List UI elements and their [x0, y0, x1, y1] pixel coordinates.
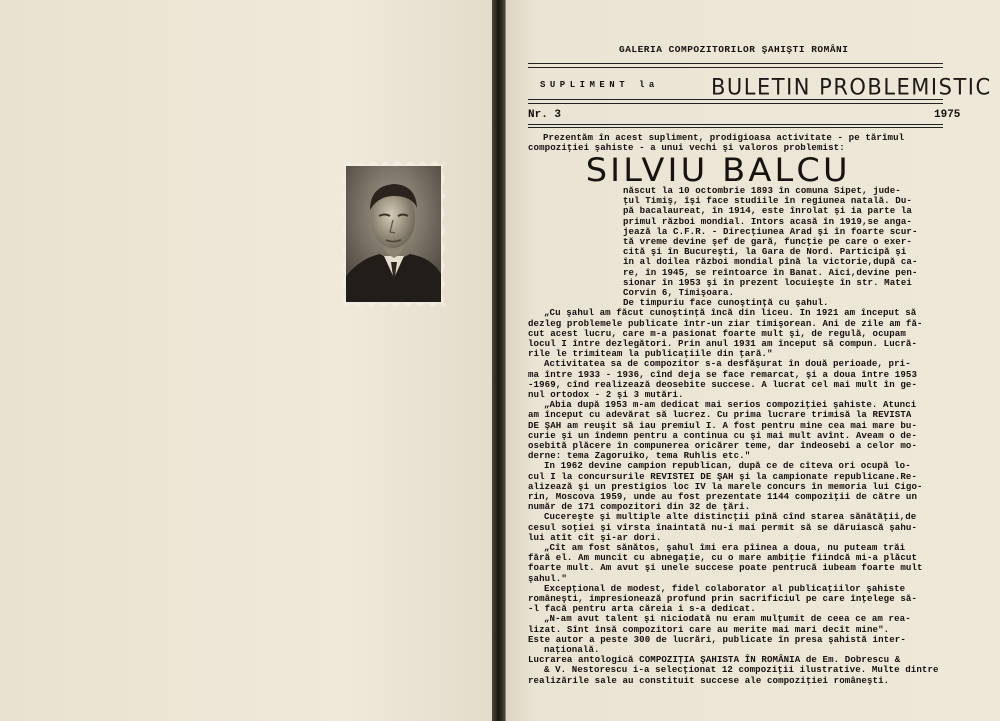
article-line: „N-am avut talent şi niciodată nu eram mulţumit de ceea ce am rea-: [544, 613, 911, 625]
article-line: osebită plăcere în compunerea oricărer teme, dar îndeosebi a celor mo-: [528, 440, 917, 451]
article-line: lui atît cît şi-ar dori.: [528, 531, 662, 543]
issue-number: Nr. 3: [528, 109, 562, 121]
article-line: rile le trimiteam la publicaţiile din ţară.": [528, 348, 773, 360]
gallery-title: GALERIA COMPOZITORILOR ŞAHIŞTI ROMÂNI: [619, 44, 849, 55]
article-line: cită şi în Bucureşti, la Gara de Nord. Participă şi: [623, 246, 907, 258]
article-line: -l facă pentru arta căreia i s-a dedicat.: [528, 603, 756, 615]
article-line: locul I între dezlegători. Prin anul 1931 am început să compun. Lucră-: [528, 338, 917, 349]
article-line: DE ŞAH am reuşit să iau premiul I. A fost pentru mine cea mai mare bu-: [528, 419, 917, 431]
divider-bottom-1: [528, 124, 943, 125]
article-line: „Cu şahul am făcut cunoştinţă încă din liceu. In 1921 am început să: [544, 307, 917, 319]
article-line: De timpuriu face cunoştinţă cu şahul.: [623, 297, 829, 309]
article-line: Excepţional de modest, fidel colaborator al publicaţiilor şahiste: [544, 582, 906, 594]
article-line: realizările sale au constituit succese ale compoziţiei româneşti.: [528, 674, 890, 686]
article-line: fără el. Am muncit cu abnegaţie, cu o mare ambiţie fiindcă mi-a plăcut: [528, 552, 917, 564]
article-line: & V. Nestorescu i-a selecţionat 12 compoziţii ilustrative. Multe dintre: [544, 664, 939, 676]
article-line: cul I la concursurile REVISTEI DE ŞAH şi la campionate republicane.Re-: [528, 470, 917, 482]
article-line: nul ortodox - 2 şi 3 mutări.: [528, 389, 684, 400]
article-line: am început cu adevărat să lucrez. Cu prima lucrare trimisă la REVISTA: [528, 409, 912, 421]
article-line: ţul Timiş, îşi face studiile în regiunea natală. Du-: [623, 195, 912, 207]
article-line: număr de 171 compozitori din 32 de ţări.: [528, 501, 751, 513]
article-line: Activitatea sa de compozitor s-a desfăşurat în două perioade, pri-: [544, 358, 911, 370]
divider-mid-2: [528, 103, 943, 104]
article-line: re, în 1945, se reîntoarce în Banat. Aici,devine pen-: [623, 266, 918, 278]
article-line: născut la 10 octombrie 1893 în comuna Sipet, jude-: [623, 185, 901, 196]
divider-top-2: [528, 67, 943, 68]
composer-name: SILVIU BALCU: [585, 151, 851, 189]
divider-mid-1: [528, 99, 943, 100]
article-line: derne: tema Zagoruiko, tema Ruhlis etc.": [528, 450, 751, 462]
article-line: rin, Moscova 1959, unde au fost prezentate 1144 compoziţii de către un: [528, 491, 917, 502]
article-line: foarte mult. Am avut şi unele succese poate pentrucă iubeam foarte mult: [528, 562, 923, 574]
article-line: pă bacalaureat, în 1914, este înrolat şi ia parte la: [623, 205, 912, 217]
article-line: primul război mondial. Intors acasă în 1919,se anga-: [623, 215, 912, 227]
right-page: [505, 0, 1000, 721]
bulletin-title: BULETIN PROBLEMISTIC: [711, 74, 992, 100]
article-line: lizat. Sînt însă compozitori care au merite mai mari decît mine".: [528, 623, 890, 635]
supplement-label: SUPLIMENT la: [540, 80, 659, 90]
article-line: jează la C.F.R. - Direcţiunea Arad şi în foarte scur-: [623, 225, 918, 237]
article-line: Este autor a peste 300 de lucrări, publicate în presa şahistă inter-: [528, 633, 906, 645]
article-line: Cucereşte şi multiple alte distincţii pînă cînd starea sănătăţii,de: [544, 511, 917, 523]
article-line: Corvin 6, Timişoara.: [623, 287, 735, 298]
article-line: româneşti, impresionează profund prin sacrificiul pe care înţelege să-: [528, 593, 917, 604]
article-line: In 1962 devine campion republican, după ce de cîteva ori ocupă lo-: [544, 460, 911, 472]
article-line: cut acest lucru, care m-a pasionat foarte mult şi, de regulă, ocupam: [528, 327, 906, 339]
article-line: şahul.": [528, 572, 567, 584]
article-line: alizează şi un prestigios loc IV la marele concurs în memoria lui Cigo-: [528, 480, 923, 492]
article-line: dezleg problemele publicate într-un ziar timişorean. Ani de zile am fă-: [528, 317, 923, 329]
article-line: în al doilea război mondial pînă la victorie,după ca-: [623, 256, 918, 268]
left-page: [0, 0, 492, 721]
divider-bottom-2: [528, 127, 943, 128]
intro-line: compoziţiei şahiste - a unui vechi şi valoros problemist:: [528, 142, 845, 153]
article-line: „Abia după 1953 m-am dedicat mai serios compoziţiei şahiste. Atunci: [544, 399, 917, 411]
article-line: curie şi un îndemn pentru a continua cu şi mai mult avînt. Aveam o de-: [528, 429, 917, 441]
article-line: ma între 1933 - 1936, cînd deja se face remarcat, şi a doua între 1953: [528, 368, 917, 380]
article-line: tă vreme devine şef de gară, funcţie pe care o exer-: [623, 236, 912, 247]
divider-top-1: [528, 63, 943, 64]
portrait-photo-icon: [346, 166, 441, 302]
article-line: cesul soţiei şi vîrsta înaintată nu-i mai permit să se dăruiască şahu-: [528, 521, 917, 533]
article-line: „Cît am fost sănătos, şahul îmi era pîinea a doua, nu puteam trăi: [544, 542, 906, 553]
article-line: sionar în 1953 şi în prezent locuieşte în str. Matei: [623, 276, 912, 288]
intro-line: Prezentăm în acest supliment, prodigioasa activitate - pe tărîmul: [543, 132, 905, 143]
article-line: Lucrarea antologică COMPOZIŢIA ŞAHISTA ÎN ROMÂNIA de Em. Dobrescu &: [528, 654, 901, 666]
book-gutter: [492, 0, 505, 721]
portrait-photo: [342, 161, 445, 307]
issue-year: 1975: [934, 109, 961, 121]
article-line: naţională.: [544, 644, 600, 655]
article-line: -1969, cînd realizează deosebite succese. A lucrat cel mai mult în ge-: [528, 378, 917, 390]
